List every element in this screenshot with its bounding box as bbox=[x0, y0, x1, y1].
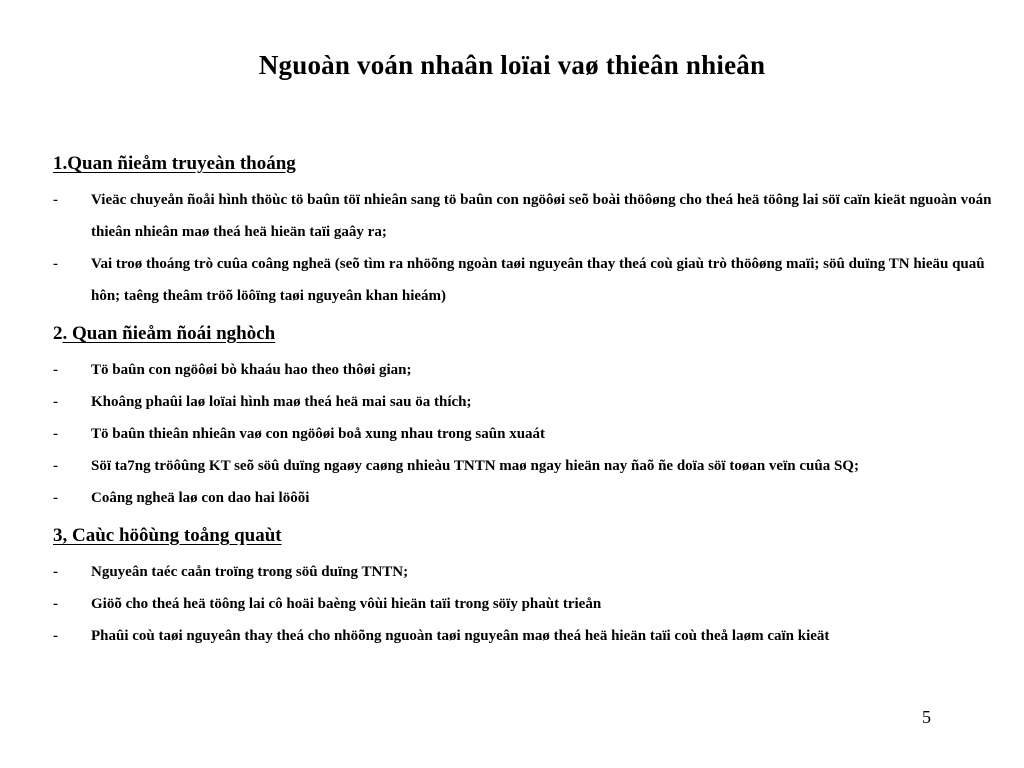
bullet-list-2 bbox=[53, 354, 1013, 514]
bullet-dash: - bbox=[53, 394, 58, 410]
bullet-text: Coâng ngheä laø con dao hai löôõi bbox=[91, 490, 310, 506]
section-number-2: 2 bbox=[53, 323, 63, 344]
slide-content bbox=[53, 152, 1013, 652]
section-heading-text-3: 3, Caùc höôùng toång quaùt bbox=[53, 525, 282, 546]
bullet-dash: - bbox=[53, 596, 58, 612]
bullet-list-3 bbox=[53, 556, 1013, 652]
bullet-dash: - bbox=[53, 458, 58, 474]
section-heading-2 bbox=[53, 322, 1013, 346]
bullet-text: Tö baûn con ngöôøi bò khaáu hao theo thôøi gian; bbox=[91, 362, 412, 378]
list-item bbox=[53, 354, 1013, 386]
list-item bbox=[53, 418, 1013, 450]
slide-title: Nguoàn voán nhaân loïai vaø thieân nhieân bbox=[258, 50, 766, 80]
bullet-text: Tö baûn thieân nhieân vaø con ngöôøi boå xung nhau trong saûn xuaát bbox=[91, 426, 546, 442]
list-item bbox=[53, 248, 1013, 312]
bullet-text: Giöõ cho theá heä töông lai cô hoäi baèng vôùi hieän taïi trong söïy phaùt trieån bbox=[91, 596, 602, 612]
bullet-dash: - bbox=[53, 256, 58, 272]
bullet-text: Vieäc chuyeån ñoåi hình thöùc tö baûn töï nhieân sang tö baûn con ngöôøi seõ boài thöôøng cho theá heä töông lai söï caïn kieät nguoàn voán thieân nhieân maø theá heä hieän taïi gaây ra; bbox=[91, 192, 992, 240]
bullet-dash: - bbox=[53, 490, 58, 506]
section-heading-1 bbox=[53, 152, 1013, 176]
list-item bbox=[53, 386, 1013, 418]
bullet-dash: - bbox=[53, 426, 58, 442]
bullet-text: Vai troø thoáng trò cuûa coâng ngheä (seõ tìm ra nhöõng ngoàn taøi nguyeân thay theá coù giaù trò thöôøng maïi; söû duïng TN hieäu quaû hôn; taêng theâm tröõ löôïng taøi nguyeân khan hieám) bbox=[91, 256, 985, 304]
list-item bbox=[53, 450, 1013, 482]
section-heading-3 bbox=[53, 524, 1013, 548]
bullet-list-1 bbox=[53, 184, 1013, 312]
list-item bbox=[53, 620, 1013, 652]
section-heading-text-1: Quan ñieåm truyeàn thoáng bbox=[67, 153, 296, 174]
bullet-text: Khoâng phaûi laø loïai hình maø theá heä mai sau öa thích; bbox=[91, 394, 472, 410]
section-heading-text-2: . Quan ñieåm ñoái nghòch bbox=[62, 323, 276, 344]
section-number-1: 1. bbox=[53, 153, 68, 174]
list-item bbox=[53, 588, 1013, 620]
list-item bbox=[53, 482, 1013, 514]
page-number: 5 bbox=[922, 707, 931, 727]
bullet-text: Phaûi coù taøi nguyeân thay theá cho nhöõng nguoàn taøi nguyeân maø theá heä hieän taïi coù theå laøm caïn kieät bbox=[91, 628, 830, 644]
bullet-dash: - bbox=[53, 192, 58, 208]
list-item bbox=[53, 556, 1013, 588]
bullet-dash: - bbox=[53, 362, 58, 378]
list-item bbox=[53, 184, 1013, 248]
bullet-dash: - bbox=[53, 628, 58, 644]
bullet-dash: - bbox=[53, 564, 58, 580]
bullet-text: Söï ta7ng tröôûng KT seõ söû duïng ngaøy caøng nhieàu TNTN maø ngay hieän nay ñaõ ñe doïa söï toøan veïn cuûa SQ; bbox=[91, 458, 859, 474]
bullet-text: Nguyeân taéc caån troïng trong söû duïng TNTN; bbox=[91, 564, 409, 580]
